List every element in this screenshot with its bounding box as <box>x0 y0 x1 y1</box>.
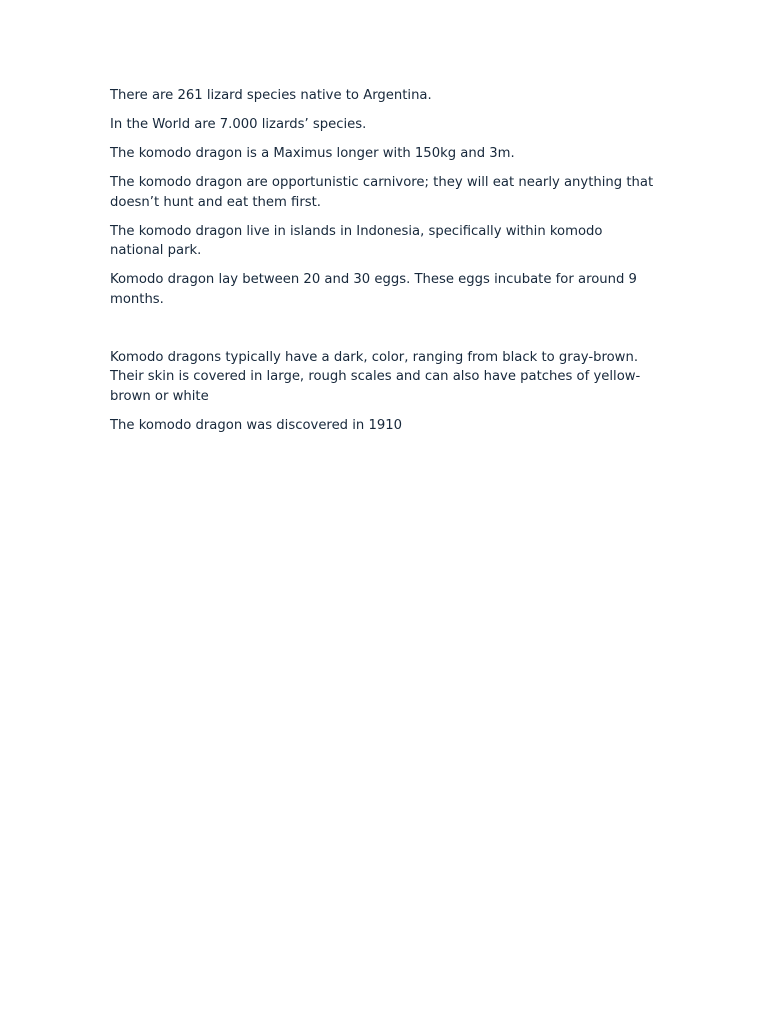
paragraph-argentina-species: There are 261 lizard species native to Argentina. <box>110 88 432 103</box>
paragraph-komodo-discovery: The komodo dragon was discovered in 1910 <box>110 417 403 433</box>
empty-paragraph <box>110 319 655 339</box>
paragraph-komodo-eggs: Komodo dragon lay between 20 and 30 eggs. These eggs incubate for around 9 months. <box>110 272 637 307</box>
paragraph-komodo-diet: The komodo dragon are opportunistic carnivore; they will eat nearly anything that doesn’t hunt and eat them first. <box>110 175 654 210</box>
document-body <box>110 86 655 445</box>
paragraph-komodo-size: The komodo dragon is a Maximus longer with 150kg and 3m. <box>110 146 515 161</box>
paragraph-world-species: In the World are 7.000 lizards’ species. <box>110 117 367 132</box>
paragraph-komodo-habitat: The komodo dragon live in islands in Indonesia, specifically within komodo national park. <box>110 223 603 258</box>
paragraph-komodo-appearance: Komodo dragons typically have a dark, color, ranging from black to gray-brown. Their skin is covered in large, rough scales and can also have patches of yellow-brown or white <box>110 349 641 404</box>
